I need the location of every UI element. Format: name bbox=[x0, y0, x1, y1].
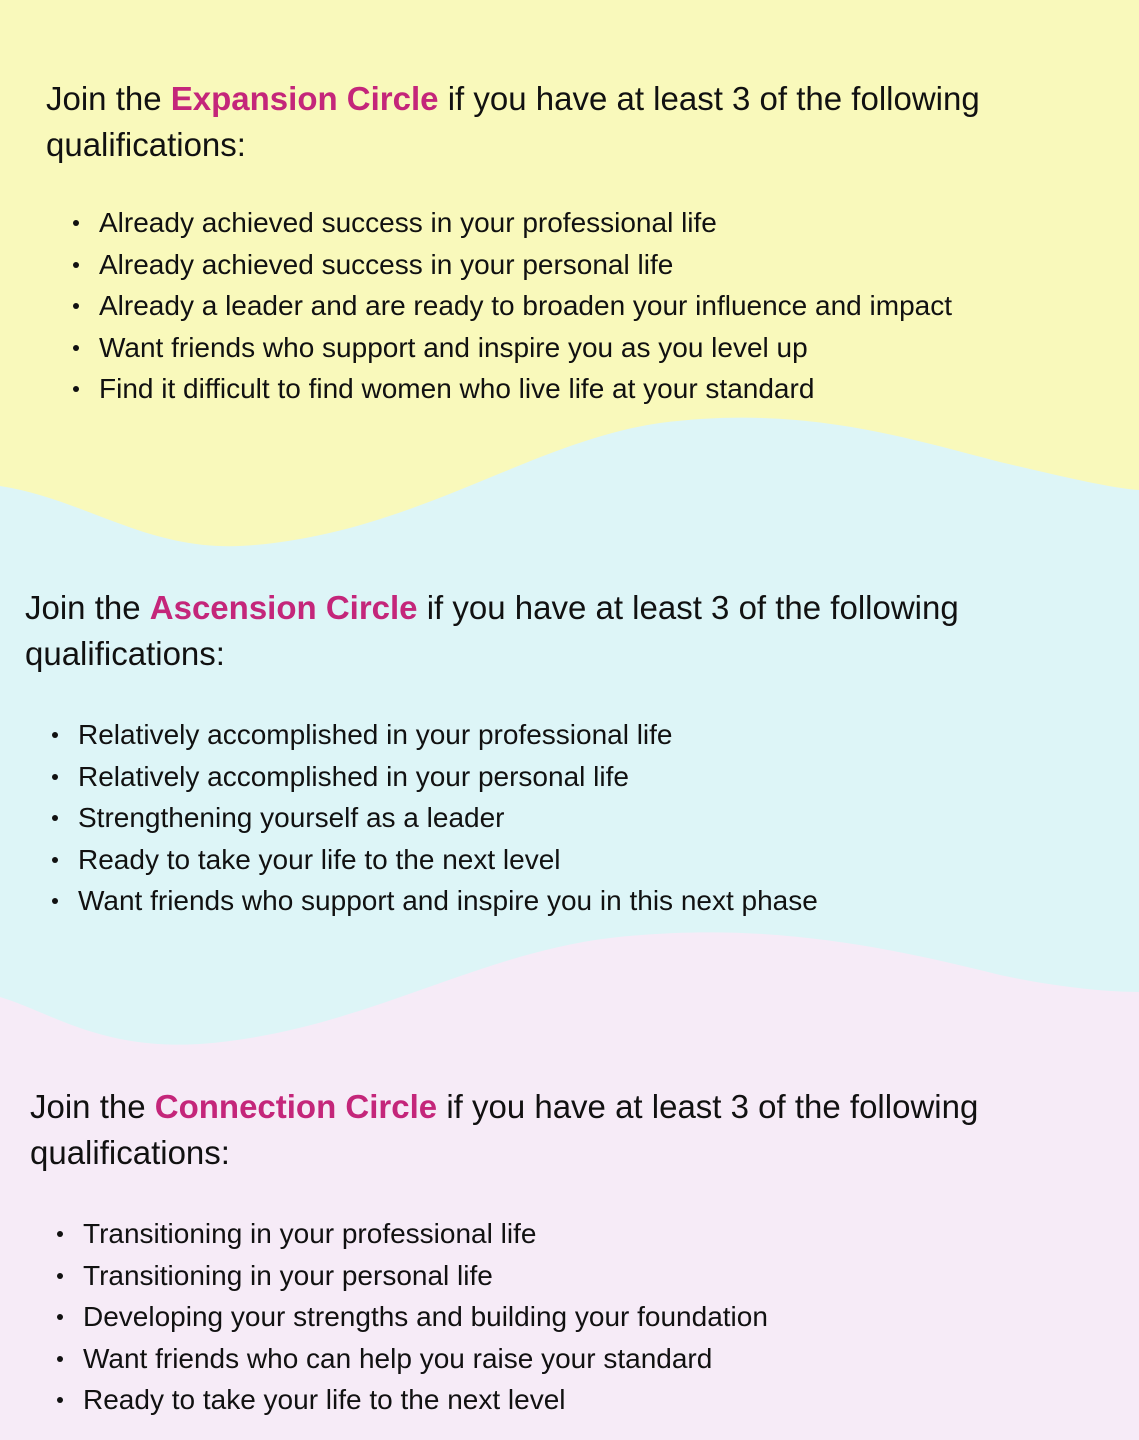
expansion-qualifications-list bbox=[46, 202, 1076, 410]
connection-circle-name: Connection Circle bbox=[154, 1088, 438, 1125]
connection-circle-section bbox=[30, 1084, 1090, 1421]
list-item: Already a leader and are ready to broaden your influence and impact bbox=[46, 285, 1076, 327]
expansion-circle-name: Expansion Circle bbox=[170, 80, 439, 117]
list-item: Ready to take your life to the next level bbox=[25, 839, 1085, 881]
list-item: Developing your strengths and building your foundation bbox=[30, 1296, 1090, 1338]
ascension-circle-heading: Join the Ascension Circle if you have at least 3 of the following qualifications: bbox=[25, 589, 959, 672]
list-item: Transitioning in your personal life bbox=[30, 1255, 1090, 1297]
expansion-circle-section bbox=[46, 76, 1076, 410]
list-item: Want friends who can help you raise your standard bbox=[30, 1338, 1090, 1380]
list-item: Already achieved success in your personal life bbox=[46, 244, 1076, 286]
list-item: Relatively accomplished in your personal life bbox=[25, 756, 1085, 798]
list-item: Transitioning in your professional life bbox=[30, 1213, 1090, 1255]
list-item: Relatively accomplished in your professional life bbox=[25, 714, 1085, 756]
connection-circle-heading: Join the Connection Circle if you have at least 3 of the following qualifications: bbox=[30, 1088, 979, 1171]
list-item: Want friends who support and inspire you as you level up bbox=[46, 327, 1076, 369]
expansion-circle-heading: Join the Expansion Circle if you have at least 3 of the following qualifications: bbox=[46, 80, 980, 163]
ascension-qualifications-list bbox=[25, 714, 1085, 922]
ascension-circle-name: Ascension Circle bbox=[149, 589, 418, 626]
list-item: Ready to take your life to the next level bbox=[30, 1379, 1090, 1421]
ascension-circle-section bbox=[25, 585, 1085, 922]
list-item: Find it difficult to find women who live life at your standard bbox=[46, 368, 1076, 410]
list-item: Already achieved success in your professional life bbox=[46, 202, 1076, 244]
connection-qualifications-list bbox=[30, 1213, 1090, 1421]
list-item: Want friends who support and inspire you in this next phase bbox=[25, 880, 1085, 922]
list-item: Strengthening yourself as a leader bbox=[25, 797, 1085, 839]
